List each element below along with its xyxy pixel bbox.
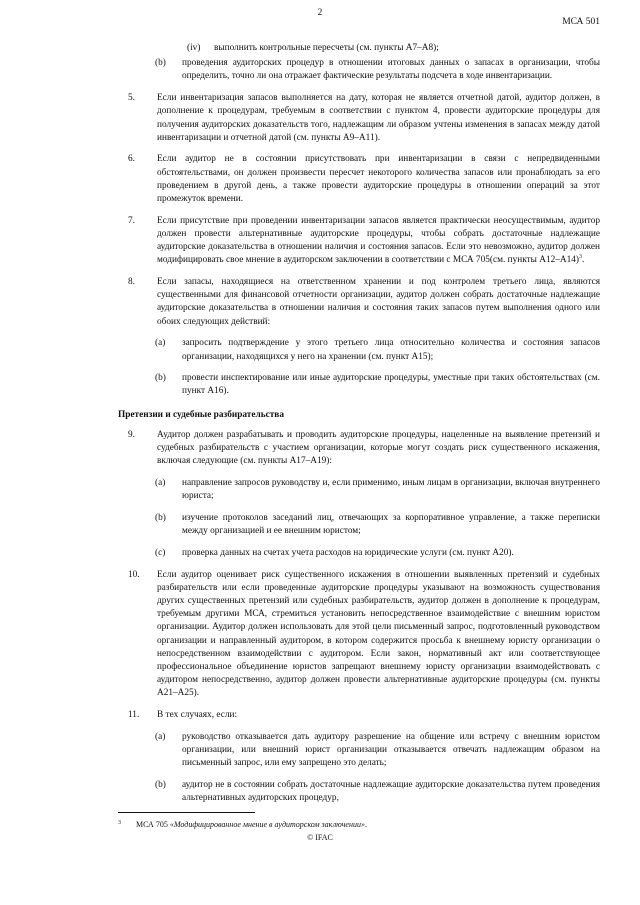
footnote-text	[136, 820, 367, 830]
list-item	[118, 372, 600, 398]
list-label: (c)	[155, 547, 166, 558]
paragraph-text: Если аудитор оценивает риск существенного искажения в отношении выявленных претензий и судебных разбирательств или если проведенные аудиторские процедуры указывают на возможность существования других существенных претензий или судебных разбирательств, аудитор должен в дополнение к процедурам, требуемым другими МСА, стремиться установить непосредственное взаимодействие с внешним юристом организации. Аудитор должен использовать для этой цели письменный запрос, подготовленный руководством организации и направленный аудитором, в котором содержится просьба к внешнему юристу организации о непосредственном взаимодействии с аудитором. Если закон, нормативный акт или соответствующее профессиональное объединение юристов запрещают внешнему юристу организации взаимодействовать с аудитором непосредственно, аудитор должен провести альтернативные аудиторские процедуры (см. пункты А21–А25).	[157, 569, 600, 699]
paragraph-text: изучение протоколов заседаний лиц, отвечающих за корпоративное управление, а также переписки между организацией и ее внешним юристом;	[182, 512, 600, 537]
paragraph-number: 11.	[128, 710, 140, 721]
footnote-title: «Модифицированное мнение в аудиторском заключении»	[169, 820, 365, 829]
paragraph-number: 6.	[128, 154, 135, 165]
list-label: (b)	[155, 373, 166, 384]
paragraph-text: направление запросов руководству и, если применимо, иным лицам в организации, включая внутреннего юриста;	[182, 477, 600, 502]
footnote-ref: 3	[579, 254, 583, 261]
paragraph-text: Если аудитор не в состоянии присутствовать при инвентаризации в связи с непредвиденными обстоятельствами, он должен произвести пересчет некоторого количества запасов или пронаблюдать за его проведением в другой день, а также провести аудиторские процедуры в отношении операций за этот промежуток времени.	[157, 154, 600, 205]
list-item	[118, 779, 600, 805]
paragraph-text: руководство отказывается дать аудитору разрешение на общение или встречу с внешним юристом организации, или внешний юрист организации отказывается отвечать надлежащим образом на письменный запрос, или ему запрещено это делать;	[182, 731, 600, 769]
list-item	[118, 477, 600, 503]
list-label: (a)	[155, 338, 166, 349]
paragraph-text: Если инвентаризация запасов выполняется на дату, которая не является отчетной датой, аудитор должен, в дополнение к процедурам, требуемым в соответствии с пунктом 4, провести аудиторские процедуры для получения аудиторских доказательств того, надлежащим ли образом учтены изменения в запасах между датой инвентаризации и отчетной датой (см. пункты А9–А11).	[157, 93, 600, 143]
numbered-paragraph	[118, 709, 600, 722]
paragraph-text: провести инспектирование или иные аудиторские процедуры, уместные при таких обстоятельствах (см. пункт А16).	[182, 373, 600, 397]
page-number: 2	[317, 8, 323, 18]
paragraph-text: запросить подтверждение у этого третьего лица относительно количества и состояния запасов организации, находящихся у него на хранении (см. пункт А15);	[182, 338, 600, 362]
copyright: © IFAC	[307, 833, 333, 842]
numbered-paragraph	[118, 276, 600, 329]
paragraph-number: 10.	[128, 569, 140, 580]
numbered-paragraph	[118, 569, 600, 701]
footnote-end: .	[364, 820, 367, 829]
paragraph-text: В тех случаях, если:	[157, 710, 238, 721]
list-item	[118, 42, 600, 55]
numbered-paragraph	[118, 92, 600, 145]
numbered-paragraph	[118, 215, 600, 268]
list-item	[118, 731, 600, 771]
paragraph-text: Если запасы, находящиеся на ответственном хранении и под контролем третьего лица, являются существенными для финансовой отчетности организации, аудитор должен собрать достаточные надлежащие аудиторские доказательства в отношении наличия и состояния таких запасов путем выполнения одного или обоих следующих действий:	[157, 277, 600, 327]
list-label: (iv)	[187, 43, 201, 53]
numbered-paragraph	[118, 153, 600, 206]
paragraph-text: выполнить контрольные пересчеты (см. пункты А7–А8);	[214, 43, 439, 53]
list-label: (b)	[155, 779, 166, 790]
list-item	[118, 512, 600, 538]
document-code: МСА 501	[562, 17, 600, 27]
paragraph-text: аудитор не в состоянии собрать достаточные надлежащие аудиторские доказательства путем проведения альтернативных аудиторских процедур,	[182, 779, 600, 804]
list-item	[118, 57, 600, 83]
list-item	[118, 337, 600, 363]
paragraph-text: Если присутствие при проведении инвентаризации запасов является практически неосуществимым, аудитор должен провести альтернативные аудиторские процедуры, чтобы собрать достаточные надлежащие аудиторские доказательства в отношении наличия и состояния запасов. Если это невозможно, аудитор должен модифицировать свое мнение в аудиторском заключении в соответствии с МСА 705(см. пункты А12–А14)	[157, 215, 600, 266]
list-label: (b)	[155, 58, 166, 69]
list-label: (a)	[155, 477, 166, 488]
paragraph-tail: .	[582, 255, 585, 266]
section-heading: Претензии и судебные разбирательства	[118, 409, 284, 420]
footnote-code: МСА 705	[136, 820, 168, 829]
list-label: (a)	[155, 731, 166, 742]
paragraph-number: 5.	[128, 93, 135, 104]
footnote-divider	[118, 812, 255, 813]
footnote-number: 3	[118, 820, 121, 826]
paragraph-text: Аудитор должен разрабатывать и проводить аудиторские процедуры, нацеленные на выявление претензий и судебных разбирательств с участием организации, которые могут создать риск существенного искажения, включая следующие (см. пункты А17–А19):	[157, 429, 600, 467]
numbered-paragraph	[118, 429, 600, 469]
list-label: (b)	[155, 512, 166, 523]
paragraph-number: 9.	[128, 429, 135, 440]
paragraph-number: 8.	[128, 277, 135, 288]
paragraph-text: проверка данных на счетах учета расходов на юридические услуги (см. пункт А20).	[182, 547, 514, 558]
list-item	[118, 547, 600, 560]
document-body	[118, 42, 600, 814]
paragraph-text: проведения аудиторских процедур в отношении итоговых данных о запасах в организации, чтобы определить, точно ли она отражает фактические результаты подсчета в ходе инвентаризации.	[182, 58, 600, 82]
paragraph-number: 7.	[128, 215, 135, 226]
